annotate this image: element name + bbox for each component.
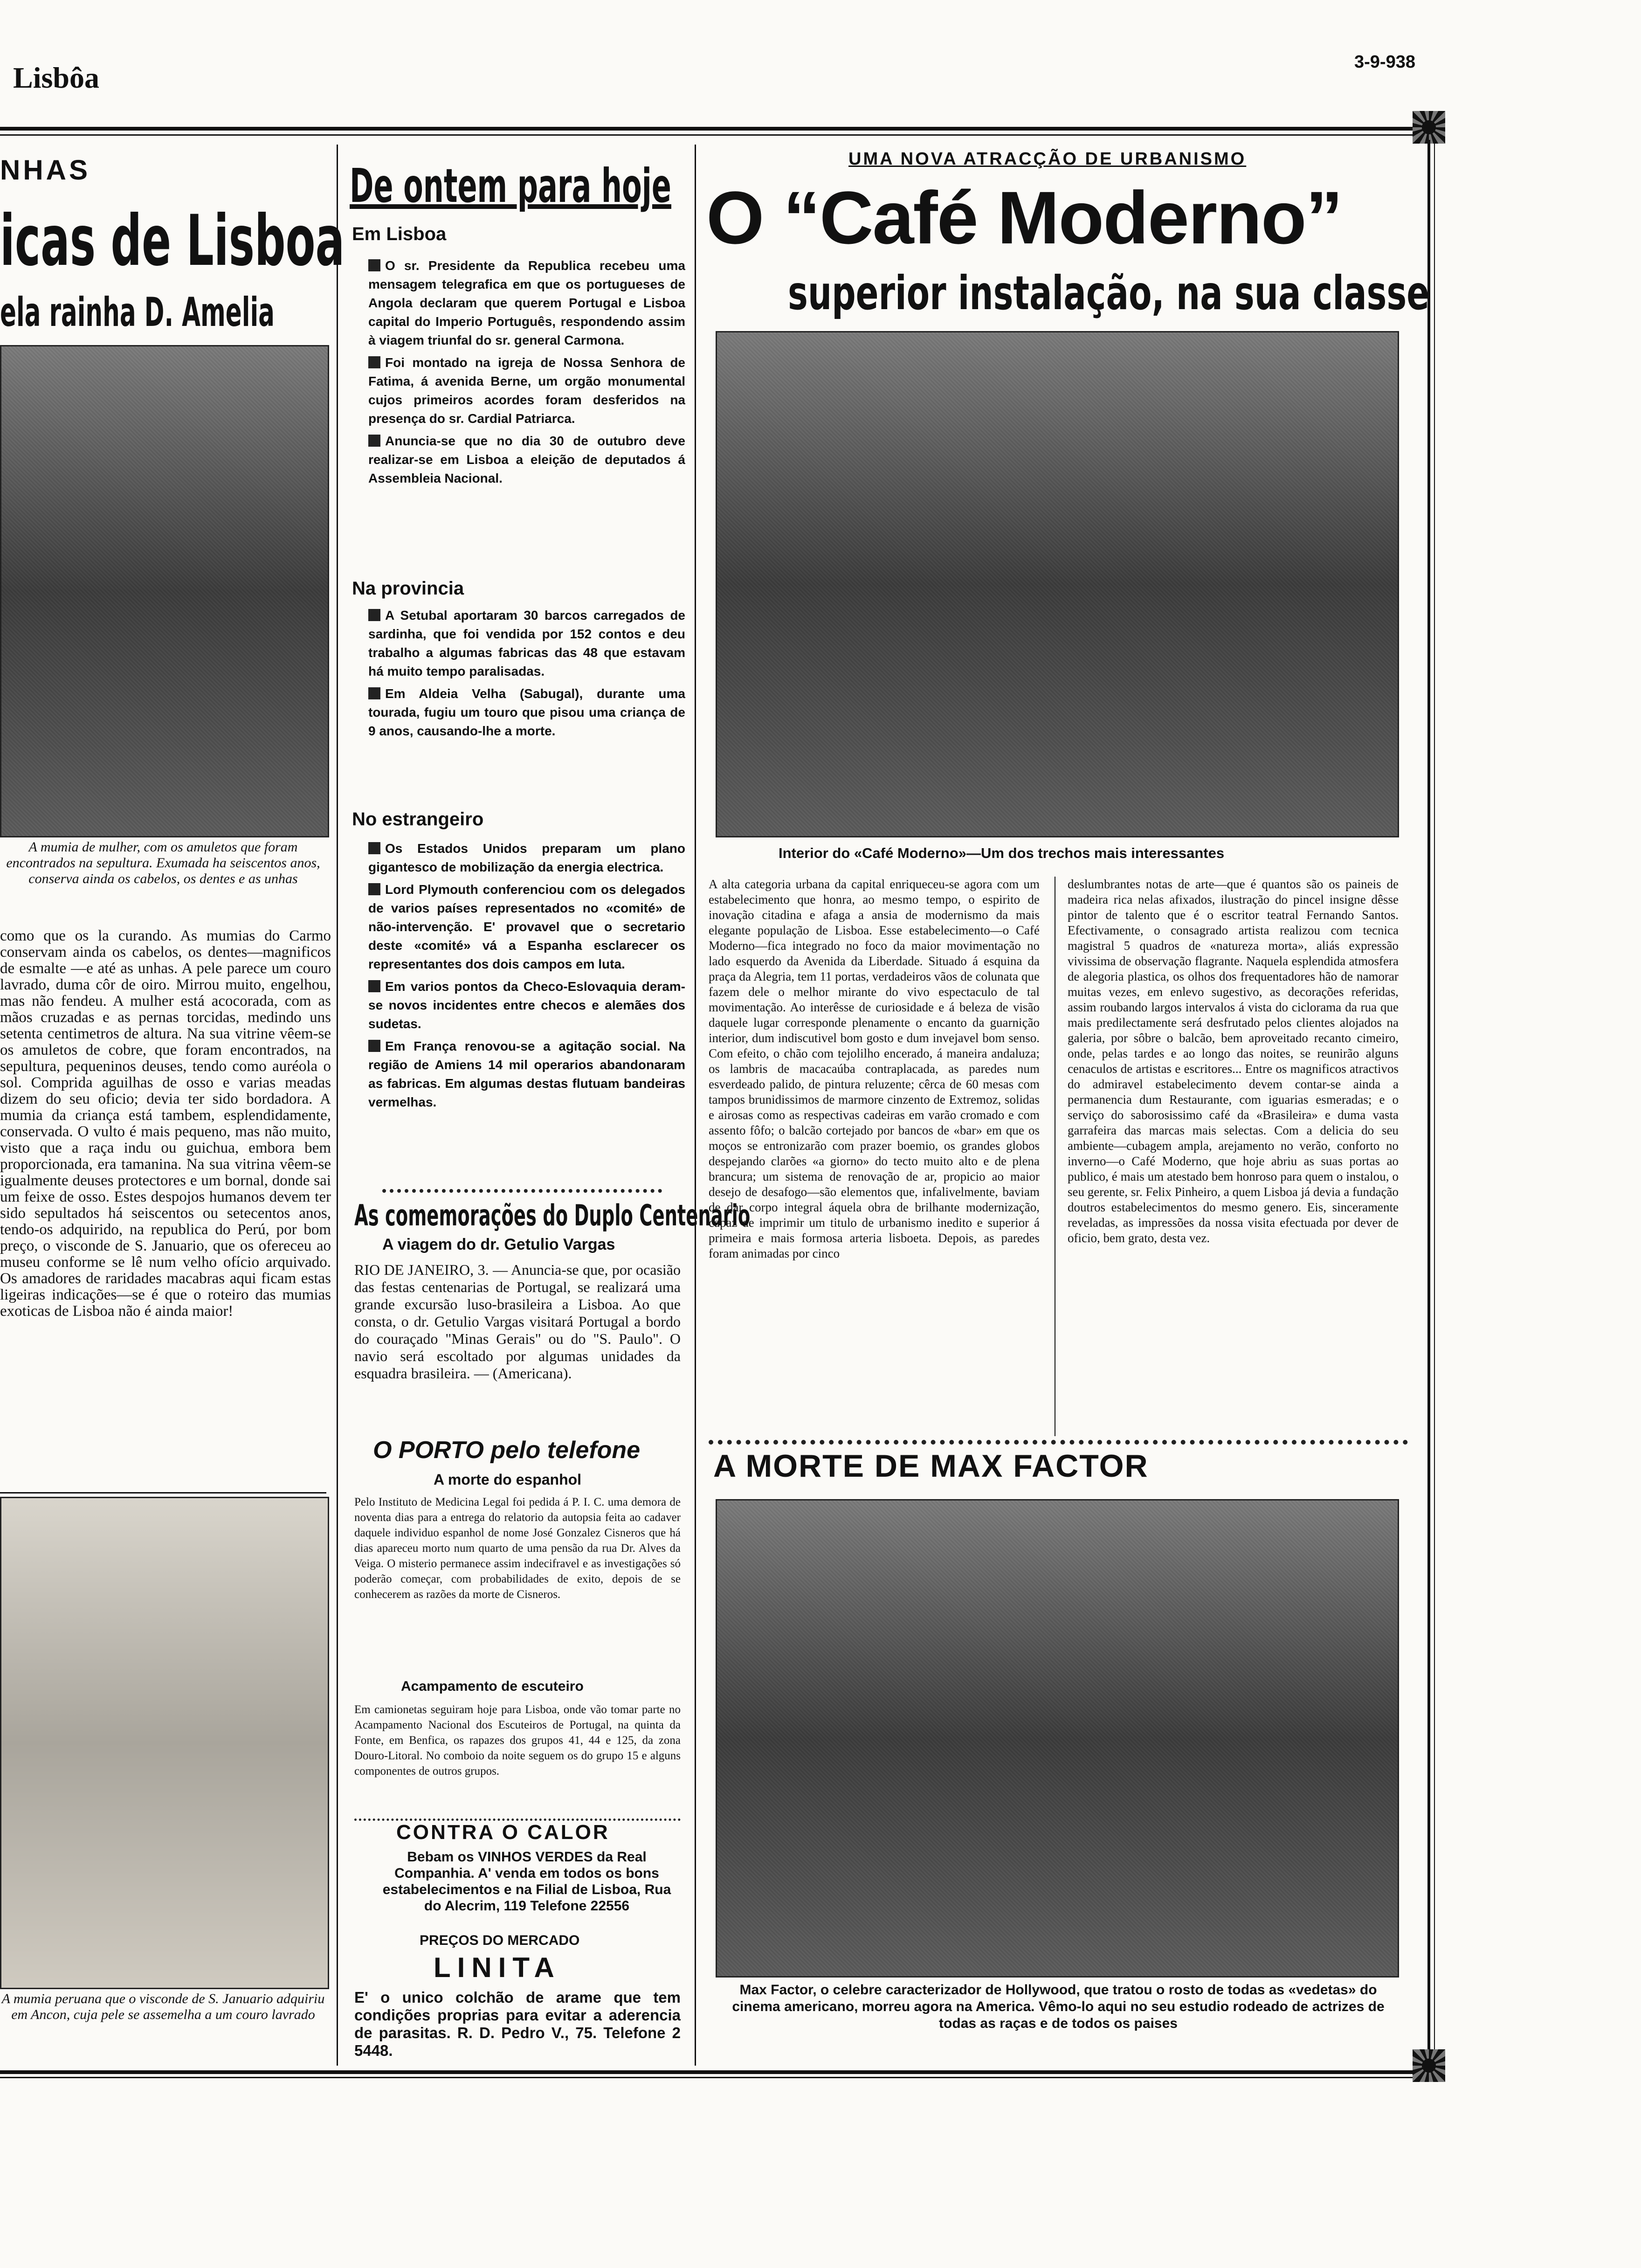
- max-factor-title: A MORTE DE MAX FACTOR: [713, 1448, 1149, 1484]
- porto-title: O PORTO pelo telefone: [373, 1437, 641, 1464]
- cafe-dotted-rule: [709, 1440, 1408, 1445]
- middle-items3: [368, 839, 685, 1115]
- left-photo2-border: [0, 1492, 326, 1494]
- top-rule-thin: [0, 134, 1427, 136]
- left-caption-2: A mumia peruana que o visconde de S. Januario adquiriu em Ancon, cuja pele se assemelha a um couro lavrado: [1, 1991, 325, 2022]
- list-item: Em França renovou-se a agitação social. Na região de Amiens 14 mil operarios abandonaram as fabricas. Em algumas destas flutuam bandeiras vermelhas.: [368, 1039, 685, 1109]
- max-factor-photo: [716, 1499, 1399, 1978]
- cafe-col1: A alta categoria urbana da capital enriqueceu-se agora com um estabelecimento que honra, ao mesmo tempo, o espirito de inovação citadina e afaga a ansia de modernismo da mais elegante população de Lisboa. Esse estabelecimento—o Café Moderno—fica integrado no foco da maior movimentação no lado esquerdo da Avenida da Liberdade. Situado á esquina da praça da Alegria, tem 11 portas, verdadeiros vãos de colunata que fazem dele o melhor mirante do vivo espectaculo de tal movimentação. Ao interêsse de curiosidade e á beleza de visão daquele lugar corresponde plenamente o encanto da guarnição interior, dum indiscutivel bom gosto e dum invejavel bom senso. Com efeito, o chão com tejolilho encerado, á maneira andaluza; os lambris de macacaúba contraplacada, as paredes num esverdeado palido, de pintura reluzente; cêrca de 60 mesas com tampos brunidissimos de marmore cinzento de Extremoz, solidas e airosas como as respectivas cadeiras em varão cromado e com assento fôfo; o balcão cortejado por bancos de «bar» em que os moços se entronizarão com prazer boemio, os grandes globos despejando clarões «a giorno» do tecto muito alto e de plena brancura; um sistema de renovação de ar, propicio ao maior desejo de desafogo—são elementos que, infalivelmente, baviam de dar corpo integral áquela obra de brilhante modernização, capaz de imprimir um titulo de urbanismo inedito e superior á primeira e mais formosa arteria lisboeta. Depois, as paredes foram animadas por cinco: [709, 877, 1040, 1260]
- bullet-icon: [368, 883, 380, 895]
- bullet-icon: [368, 435, 380, 447]
- bullet-icon: [368, 356, 380, 368]
- cafe-subhead: superior instalação, na sua classe: [788, 266, 1430, 320]
- left-body: como que os la curando. As mumias do Carmo conservam ainda os cabelos, os dentes—magnificos de esmalte —e até as unhas. A pele parece um couro lavrado, duma côr de oiro. Mirrou muito, engelhou, mas não fendeu. A mulher está acocorada, com as mãos cruzadas e as pernas torcidas, medindo uns setenta centimetros de altura. Na sua vitrine vêem-se os amuletos de cobre, que foram encontrados, na sepultura, pequeninos deuses, tendo como auréola o sol. Comprida aguilhas de osso e varias meadas dizem do seu oficio; devia ter sido bordadora. A mumia da criança está tambem, esplendidamente, conservada. O vulto é mais pequeno, mas não muito, visto que a raça indu ou guichua, embora bem proporcionada, era tamanina. Na sua vitrina vêem-se igualmente deuses protectores e um bornal, donde sai um feixe de osso. Estes despojos humanos devem ter sido sepultados há seiscentos ou setecentos anos, tendo-os adquirido, na republica do Perú, por bom preço, o visconde de S. Januario, que os ofereceu ao museu conforme se lê num velho ofício arquivado. Os amadores de raridades macabras aqui ficam estas ligeiras indicações—se é que o roteiro das mumias exoticas de Lisboa não é ainda maior!: [0, 928, 331, 1320]
- right-border: [1427, 140, 1430, 2075]
- left-subhead: ela rainha D. Amelia: [0, 289, 275, 336]
- list-item: Os Estados Unidos preparam um plano gigantesco de mobilização da energia electrica.: [368, 841, 685, 874]
- divider-left: [337, 145, 338, 2066]
- ad2-body: E' o unico colchão de arame que tem condições proprias para evitar a aderencia de parasitas. R. D. Pedro V., 75. Telefone 2 5448.: [354, 1989, 681, 2059]
- porto-body: Pelo Instituto de Medicina Legal foi pedida á P. I. C. uma demora de noventa dias para a entrega do relatorio da autopsia feita ao cadaver daquele individuo espanhol de nome José Gonzalez Cisneros que há dias apareceu morto num quarto de uma pensão da rua Dr. Alves da Veiga. O misterio permanece assim indecifravel e as investigações só poderão começar, com probabilidades de exito, depois de se conhecerem as razões da morte de Cisneros.: [354, 1496, 681, 1601]
- bullet-icon: [368, 842, 380, 854]
- ad1-title: CONTRA O CALOR: [396, 1821, 610, 1844]
- left-kicker: NHAS: [0, 154, 91, 186]
- list-item: A Setubal aportaram 30 barcos carregados de sardinha, que foi vendida por 152 contos e deu trabalho a algumas fabricas das 48 que estavam há muito tempo paralisadas.: [368, 608, 685, 678]
- middle-sec2: Na provincia: [352, 578, 464, 599]
- centenary-title: As comemorações do Duplo Centenario: [354, 1198, 751, 1232]
- list-item: Lord Plymouth conferenciou com os delegados de varios países representados no «comité» de não-intervenção. E' provavel que o secretario deste «comité» vá a Espanha esclarecer os representantes dos dois campos em luta.: [368, 882, 685, 971]
- bullet-icon: [368, 1040, 380, 1052]
- middle-dotted-rule-1: [382, 1189, 662, 1193]
- right-border-thin: [1434, 140, 1435, 2075]
- mummy-photo-2: [0, 1497, 329, 1989]
- list-item: Em Aldeia Velha (Sabugal), durante uma tourada, fugiu um touro que pisou uma criança de 9 anos, causando-lhe a morte.: [368, 686, 685, 738]
- middle-sec3: No estrangeiro: [352, 809, 484, 830]
- left-caption-1: A mumia de mulher, com os amuletos que foram encontrados na sepultura. Exumada ha seiscentos anos, conserva ainda os cabelos, os dentes e as unhas: [6, 839, 320, 886]
- bullet-icon: [368, 259, 380, 271]
- middle-sec1: Em Lisboa: [352, 224, 447, 244]
- ad1-body: Bebam os VINHOS VERDES da Real Companhia. A' venda em todos os bons estabelecimentos e na Filial de Lisboa, Rua do Alecrim, 119 Telefone 22556: [382, 1849, 671, 1914]
- middle-items2: [368, 606, 685, 744]
- list-item: Foi montado na igreja de Nossa Senhora de Fatima, á avenida Berne, um orgão monumental cujos primeiros acordes foram desferidos na presença do sr. Cardial Patriarca.: [368, 355, 685, 426]
- masthead-city: Lisbôa: [13, 61, 99, 94]
- max-factor-caption: Max Factor, o celebre caracterizador de Hollywood, que tratou o rosto de todas as «vedetas» do cinema americano, morreu agora na America. Vêmo-lo aqui no seu estudio rodeado de actrizes de todas as raças e de todos os paises: [732, 1982, 1385, 2031]
- list-item: Anuncia-se que no dia 30 de outubro deve realizar-se em Lisboa a eleição de deputados á Assembleia Nacional.: [368, 434, 685, 485]
- ornament-bottom-right: [1413, 2049, 1445, 2082]
- masthead-date: 3-9-938: [1354, 52, 1415, 72]
- bullet-icon: [368, 687, 380, 699]
- cafe-interior-photo: [716, 331, 1399, 837]
- top-rule: [0, 127, 1427, 131]
- ad2-title: LINITA: [434, 1952, 561, 1983]
- left-headline: icas de Lisboa: [0, 201, 345, 282]
- cafe-col2: deslumbrantes notas de arte—que é quantos são os paineis de madeira rica nelas afixados, ilustração do pincel insigne dêsse pintor de talento que é o escritor teatral Fernando Santos. Efectivamente, o consagrado artista realizou com tecnica magistral 5 quadros de «natureza morta», aliás expressão vivissima de observação flagrante. Naquela esplendida atmosfera de alegoria plastica, os olhos dos frequentadores hão de namorar muitas vezes, em enlevo sugestivo, as decorações referidas, assim roubando largos intervalos á vista do ciclorama da rua que mais predilectamente será desfrutado pelos clientes alojados na galeria, por sôbre o balcão, bem aproveitado recanto cimeiro, onde, pelas tardes e ao longo das noites, se reunirão alguns cenaculos de artistas e escritores... Entre os magnificos atractivos do admiravel estabelecimento devem contar-se ainda a permanencia dum Restaurante, com iguarias esmeradas; e o serviço do saborosissimo café da «Brasileira» e duma vasta garrafeira das marcas mais selectas. Com a delicia do seu ambiente—cubagem ampla, arejamento no verão, conforto no inverno—o Café Moderno, que hoje abriu as suas portas ao publico, é mais um atestado bem honroso para quem o instalou, o seu gerente, sr. Felix Pinheiro, a quem Lisboa já devia a fundação doutros estabelecimentos do mesmo genero. Eis, sinceramente reveladas, as impressões da nossa visita efectuada por dever de oficio, bem grato, desta vez.: [1068, 877, 1399, 1245]
- list-item: Em varios pontos da Checo-Eslovaquia deram-se novos incidentes entre checos e alemães dos sudetas.: [368, 979, 685, 1031]
- camp-body: Em camionetas seguiram hoje para Lisboa, onde vão tomar parte no Acampamento Nacional dos Escuteiros de Portugal, na quinta da Fonte, em Benfica, os rapazes dos grupos 41, 44 e 125, da zona Douro-Litoral. No comboio da noite seguem os do grupo 15 e alguns componentes de outros grupos.: [354, 1703, 681, 1777]
- mummy-photo-1: [0, 345, 329, 837]
- bullet-icon: [368, 609, 380, 621]
- centenary-body: RIO DE JANEIRO, 3. — Anuncia-se que, por ocasião das festas centenarias de Portugal, se realizará uma grande excursão luso-brasileira a Lisboa. Ao que consta, o dr. Getulio Vargas visitará Portugal a bordo do couraçado "Minas Gerais" ou do "S. Paulo". O navio será escoltado por algumas unidades da esquadra brasileira. — (Americana).: [354, 1261, 681, 1382]
- ad1-footer: PREÇOS DO MERCADO: [420, 1933, 580, 1948]
- cafe-photo-caption: Interior do «Café Moderno»—Um dos trechos mais interessantes: [779, 845, 1225, 861]
- cafe-kicker: UMA NOVA ATRACÇÃO DE URBANISMO: [848, 149, 1247, 169]
- divider-middle: [695, 145, 696, 2066]
- porto-subtitle: A morte do espanhol: [434, 1471, 582, 1488]
- ornament-top-right: [1413, 111, 1445, 144]
- bottom-rule-thin: [0, 2077, 1427, 2078]
- middle-title: De ontem para hoje: [350, 159, 671, 213]
- bottom-rule: [0, 2070, 1427, 2074]
- list-item: O sr. Presidente da Republica recebeu uma mensagem telegrafica em que os portugueses de Angola declaram que querem Portugal e Lisboa capital do Imperio Português, respondendo assim à viagem triunfal do sr. general Carmona.: [368, 258, 685, 347]
- cafe-headline: O “Café Moderno”: [706, 176, 1342, 259]
- middle-items1: [368, 256, 685, 491]
- bullet-icon: [368, 980, 380, 992]
- camp-title: Acampamento de escuteiro: [401, 1679, 584, 1694]
- centenary-subtitle: A viagem do dr. Getulio Vargas: [382, 1236, 615, 1253]
